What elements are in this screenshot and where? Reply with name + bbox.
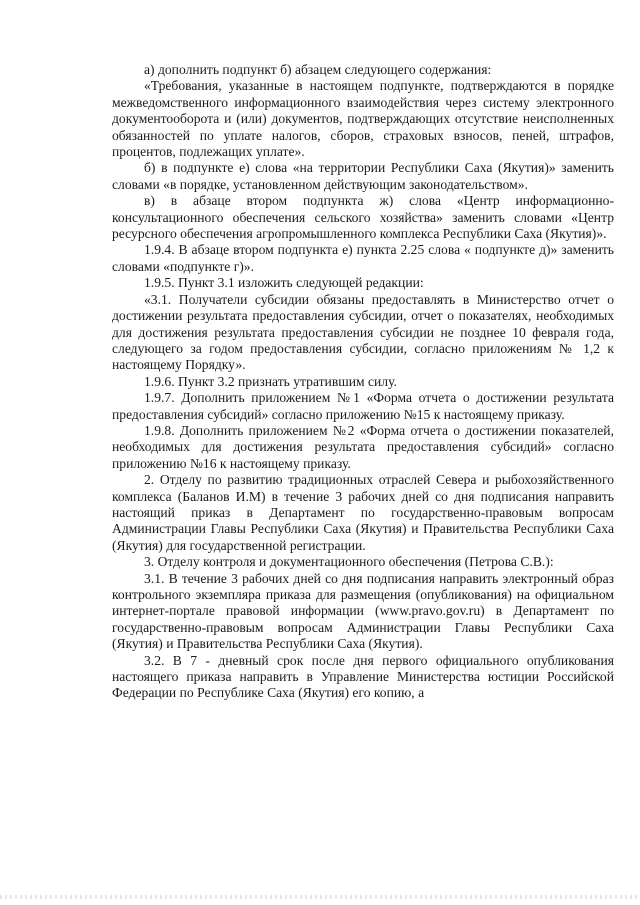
paragraph-1-9-5: 1.9.5. Пункт 3.1 изложить следующей редакции: [144,275,424,291]
paragraph-3-2: 3.2. В 7 - дневный срок после дня первого официального опубликования настоящего приказа направить в Управление Министерства юстиции Российской Федерации по Республике Саха (Якутия) его копию, а [112,652,614,701]
paragraph-v: в) в абзаце втором подпункта ж) слова «Центр информационно-консультационного обеспечения сельского хозяйства» заменить словами «Центр ресурсного обеспечения агропромышленного комплекса Республики Саха (Якутия)». [112,193,614,242]
paragraph-1-9-4: 1.9.4. В абзаце втором подпункта е) пункта 2.25 слова « подпункте д)» заменить словами «подпункте г)». [112,242,614,274]
paragraph-3: 3. Отделу контроля и документационного обеспечения (Петрова С.В.): [144,554,554,570]
paragraph-requirements-quote: «Требования, указанные в настоящем подпункте, подтверждаются в порядке межведомственного информационного взаимодействия через систему электронного документооборота и (или) документов, подтверждающих отсутствие неисполненных обязанностей по уплате налогов, сборов, страховых взносов, пеней, штрафов, процентов, подлежащих уплате». [112,78,614,160]
paragraph-1-9-6: 1.9.6. Пункт 3.2 признать утратившим силу. [144,373,397,389]
scan-edge-noise [0,895,640,899]
paragraph-3-1: 3.1. В течение 3 рабочих дней со дня подписания направить электронный образ контрольного экземпляра приказа для размещения (опубликования) на официальном интернет-портале правовой информации (www.pravo.gov.ru) в Департамент по государственно-правовым вопросам Администрации Главы Республики Саха (Якутия) и Правительства Республики Саха (Якутия). [112,570,614,652]
paragraph-1-9-7: 1.9.7. Дополнить приложением №1 «Форма отчета о достижении результата предоставления субсидий» согласно приложению №15 к настоящему приказу. [112,390,614,422]
paragraph-1-9-8: 1.9.8. Дополнить приложением №2 «Форма отчета о достижении показателей, необходимых для достижения результата предоставления субсидий» согласно приложению №16 к настоящему приказу. [112,422,614,471]
paragraph-2: 2. Отделу по развитию традиционных отраслей Севера и рыбохозяйственного комплекса (Баланов И.М) в течение 3 рабочих дней со дня подписания направить настоящий приказ в Департамент по государственно-правовым вопросам Администрации Главы Республики Саха (Якутия) и Правительства Республики Саха (Якутия) для государственной регистрации. [112,472,614,553]
paragraph-a: а) дополнить подпункт б) абзацем следующего содержания: [144,62,492,77]
paragraph-3-1-quote: «3.1. Получатели субсидии обязаны предоставлять в Министерство отчет о достижении результата предоставления субсидии, отчет о показателях, необходимых для достижения результата предоставления субсидии не позднее 10 февраля года, следующего за годом предоставления субсидии, согласно приложениям № 1,2 к настоящему Порядку». [112,291,614,373]
paragraph-b: б) в подпункте е) слова «на территории Республики Саха (Якутия)» заменить словами «в порядке, установленном действующим законодательством». [112,160,614,192]
